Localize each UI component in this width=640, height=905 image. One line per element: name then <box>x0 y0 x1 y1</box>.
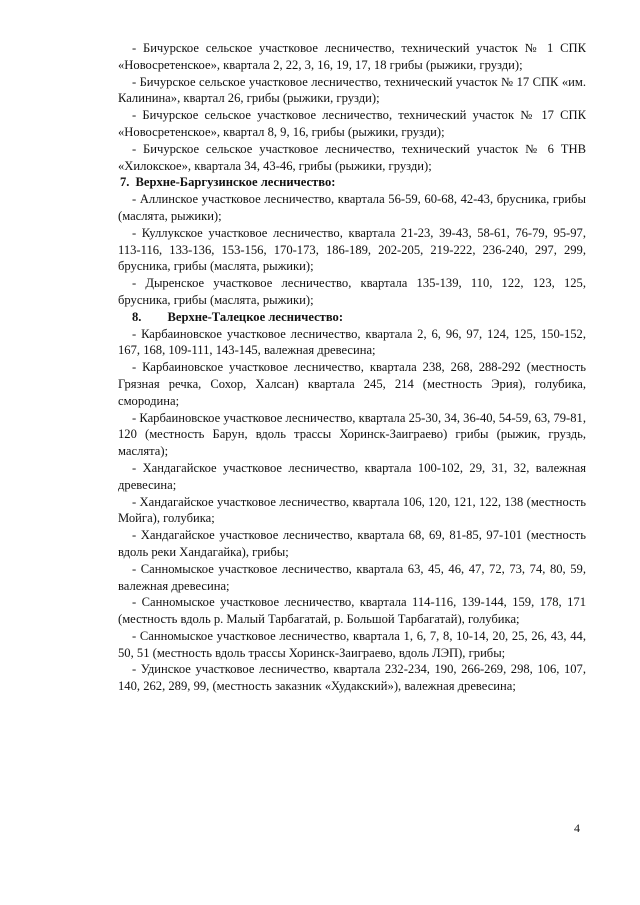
section-heading-8 <box>118 309 586 326</box>
section-title: Верхне-Талецкое лесничество: <box>167 309 344 324</box>
list-item: - Хандагайское участковое лесничество, квартала 68, 69, 81-85, 97-101 (местность вдоль реки Хандагайка), грибы; <box>118 528 586 559</box>
list-item: - Аллинское участковое лесничество, квартала 56-59, 60-68, 42-43, брусника, грибы (маслята, рыжики); <box>118 192 586 223</box>
document-page <box>118 40 586 695</box>
list-item: - Санномыское участковое лесничество, квартала 114-116, 139-144, 159, 178, 171 (местность вдоль р. Малый Тарбагатай, р. Большой Тарбагатай), голубика; <box>118 595 586 627</box>
section-heading-7 <box>118 174 586 191</box>
section-title: Верхне-Баргузинское лесничество: <box>135 175 336 190</box>
list-item: - Карбаиновское участковое лесничество, квартала 2, 6, 96, 97, 124, 125, 150-152, 167, 168, 109-111, 143-145, валежная древесина; <box>118 326 586 358</box>
section-number: 7. <box>120 175 130 190</box>
list-item: - Удинское участковое лесничество, квартала 232-234, 190, 266-269, 298, 106, 107, 140, 262, 289, 99, (местность заказник «Худакский»), валежная древесина; <box>118 662 586 694</box>
list-item: - Бичурское сельское участковое лесничество, технический участок № 1 СПК «Новосретенское», квартала 2, 22, 3, 16, 19, 17, 18 грибы (рыжики, грузди); <box>118 41 586 72</box>
list-item: - Дыренское участковое лесничество, квартала 135-139, 110, 122, 123, 125, брусника, грибы (маслята, рыжики); <box>118 276 586 307</box>
list-item: - Хандагайское участковое лесничество, квартала 106, 120, 121, 122, 138 (местность Мойга), голубика; <box>118 494 586 526</box>
list-item: - Карбаиновское участковое лесничество, квартала 238, 268, 288-292 (местность Грязная речка, Сохор, Халсан) квартала 245, 214 (местность Эрия), голубика, смородина; <box>118 360 586 408</box>
list-item: - Куллукское участковое лесничество, квартала 21-23, 39-43, 58-61, 76-79, 95-97, 113-116, 133-136, 153-156, 170-173, 186-189, 202-205, 219-222, 236-240, 297, 299, брусника, грибы (маслята, рыжики); <box>118 225 586 274</box>
list-item: - Карбаиновское участковое лесничество, квартала 25-30, 34, 36-40, 54-59, 63, 79-81, 120 (местность Барун, вдоль трассы Хоринск-Заиграево) грибы (рыжик, груздь, маслята); <box>118 410 586 459</box>
page-number: 4 <box>574 821 580 835</box>
list-item: - Санномыское участковое лесничество, квартала 63, 45, 46, 47, 72, 73, 74, 80, 59, валежная древесина; <box>118 561 586 593</box>
list-item: - Бичурское сельское участковое лесничество, технический участок № 17 СПК «Новосретенское», квартал 8, 9, 16, грибы (рыжики, грузди); <box>118 108 586 139</box>
section-number: 8. <box>132 309 142 324</box>
list-item: - Бичурское сельское участковое лесничество, технический участок № 6 ТНВ «Хилокское», квартала 34, 43-46, грибы (рыжики, грузди); <box>118 141 586 173</box>
list-item: - Бичурское сельское участковое лесничество, технический участок № 17 СПК «им. Калинина», квартал 26, грибы (рыжики, грузди); <box>118 74 586 106</box>
list-item: - Санномыское участковое лесничество, квартала 1, 6, 7, 8, 10-14, 20, 25, 26, 43, 44, 50, 51 (местность вдоль трассы Хоринск-Заиграево, вдоль ЛЭП), грибы; <box>118 628 586 660</box>
list-item: - Хандагайское участковое лесничество, квартала 100-102, 29, 31, 32, валежная древесина; <box>118 460 586 492</box>
